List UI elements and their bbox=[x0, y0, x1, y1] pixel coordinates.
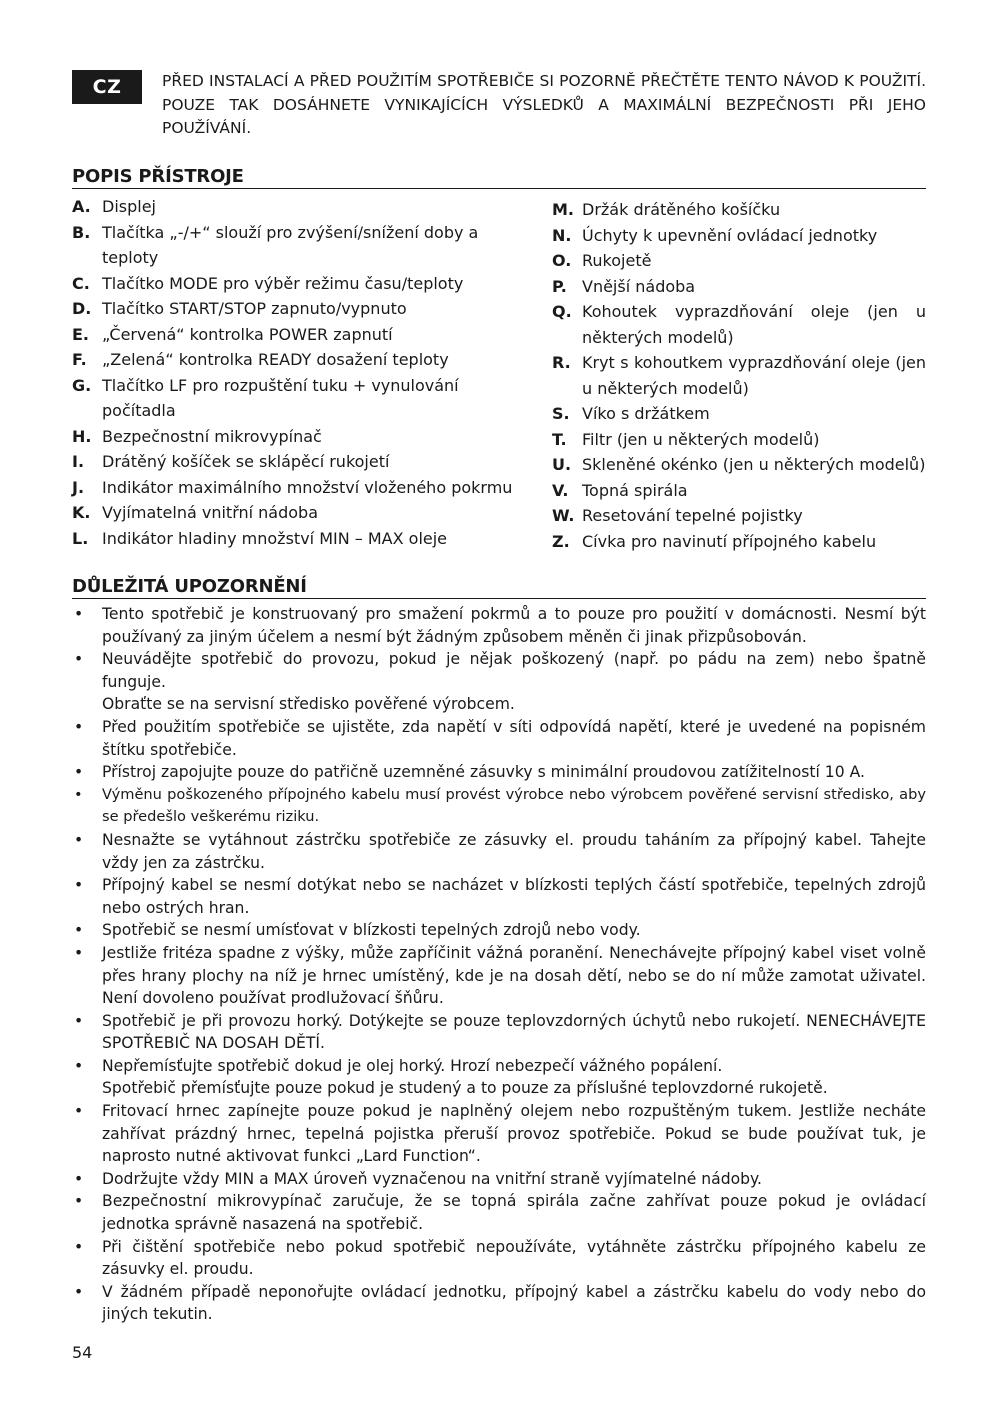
intro-warning-text: PŘED INSTALACÍ A PŘED POUŽITÍM SPOTŘEBIČE SI POZORNĚ PŘEČTĚTE TENTO NÁVOD K POUŽITÍ. POUZE TAK DOSÁHNETE VYNIKAJÍCÍCH VÝSLEDKŮ A MAXIMÁLNÍ BEZPEČNOSTI PŘI JEHO POUŽÍVÁNÍ. bbox=[162, 72, 926, 137]
warning-item: • V žádném případě neponořujte ovládací jednotku, přípojný kabel a zástrčku kabelu do vody nebo do jiných tekutin. bbox=[72, 1281, 926, 1326]
part-letter: L. bbox=[72, 528, 89, 548]
part-letter: B. bbox=[72, 222, 91, 242]
section-title-warnings: DŮLEŽITÁ UPOZORNĚNÍ bbox=[72, 576, 926, 599]
part-letter: R. bbox=[552, 353, 571, 372]
part-text: Úchyty k upevnění ovládací jednotky bbox=[582, 225, 878, 245]
warning-item: • Spotřebič se nesmí umísťovat v blízkosti tepelných zdrojů nebo vody. bbox=[72, 919, 926, 942]
part-item bbox=[72, 373, 532, 424]
part-letter: C. bbox=[72, 273, 90, 293]
warning-item: • Fritovací hrnec zapínejte pouze pokud je naplněný olejem nebo rozpuštěným tukem. Jestliže necháte zahřívat prázdný hrnec, tepelná pojistka přeruší provoz spotřebiče. Pokud se bude používat tuk, je naprosto nutné aktivovat funkci „Lard Function“. bbox=[72, 1100, 926, 1168]
part-text: Kryt s kohoutkem vyprazdňování oleje (jen u některých modelů) bbox=[582, 353, 926, 398]
part-letter: Z. bbox=[552, 531, 570, 551]
part-text: Držák drátěného košíčku bbox=[582, 200, 781, 219]
warning-item-continuation: Obraťte se na servisní středisko pověřené výrobcem. bbox=[102, 695, 515, 714]
part-item bbox=[552, 401, 926, 427]
part-letter: H. bbox=[72, 426, 92, 446]
warnings-list bbox=[72, 603, 926, 1326]
part-text: Indikátor maximálního množství vloženého pokrmu bbox=[102, 477, 513, 497]
part-text: Vnější nádoba bbox=[582, 276, 696, 296]
part-letter: N. bbox=[552, 225, 572, 245]
warning-item: • Bezpečnostní mikrovypínač zaručuje, že se topná spirála začne zahřívat pouze pokud je ovládací jednotka správně nasazená na spotřebič. bbox=[72, 1190, 926, 1235]
warning-item: • Tento spotřebič je konstruovaný pro smažení pokrmů a to pouze pro použití v domácnosti. Nesmí být používaný za jiným účelem a nesmí být žádným způsobem měněn či jinak přizpůsobován. bbox=[72, 603, 926, 648]
part-letter: D. bbox=[72, 299, 92, 318]
part-text: Bezpečnostní mikrovypínač bbox=[102, 426, 322, 446]
part-item bbox=[552, 452, 926, 478]
part-item bbox=[552, 299, 926, 350]
part-item bbox=[552, 478, 926, 504]
part-item bbox=[552, 248, 926, 274]
part-text: Kohoutek vyprazdňování oleje (jen u některých modelů) bbox=[582, 302, 926, 347]
part-item bbox=[552, 274, 926, 300]
part-item bbox=[552, 223, 926, 249]
part-item bbox=[72, 526, 532, 552]
part-letter: E. bbox=[72, 324, 90, 344]
warning-item: • Dodržujte vždy MIN a MAX úroveň vyznačenou na vnitřní straně vyjímatelné nádoby. bbox=[72, 1168, 926, 1191]
part-letter: P. bbox=[552, 276, 567, 296]
part-text: Tlačítka „-/+“ slouží pro zvýšení/snížení doby a teploty bbox=[102, 222, 479, 267]
part-text: Drátěný košíček se sklápěcí rukojetí bbox=[102, 452, 390, 471]
part-letter: J. bbox=[72, 477, 85, 497]
part-text: Filtr (jen u některých modelů) bbox=[582, 429, 820, 449]
part-text: Rukojetě bbox=[582, 251, 652, 270]
part-letter: M. bbox=[552, 200, 574, 219]
part-item bbox=[72, 271, 532, 297]
part-letter: A. bbox=[72, 197, 91, 216]
warning-item: • Před použitím spotřebiče se ujistěte, zda napětí v síti odpovídá napětí, které je uvedené na popisném štítku spotřebiče. bbox=[72, 716, 926, 761]
warning-item: • Nesnažte se vytáhnout zástrčku spotřebiče ze zásuvky el. proudu taháním za přípojný kabel. Tahejte vždy jen za zástrčku. bbox=[72, 829, 926, 874]
part-text: Indikátor hladiny množství MIN – MAX oleje bbox=[102, 528, 448, 548]
part-text: Tlačítko START/STOP zapnuto/vypnuto bbox=[102, 299, 407, 318]
part-item bbox=[72, 347, 532, 373]
part-item bbox=[552, 427, 926, 453]
part-item bbox=[72, 475, 532, 501]
section-title-description: POPIS PŘÍSTROJE bbox=[72, 166, 926, 189]
warning-item: • Výměnu poškozeného přípojného kabelu musí provést výrobce nebo výrobcem pověřené servisní středisko, aby se předešlo veškerému riziku. bbox=[72, 784, 926, 829]
warning-item: • Při čištění spotřebiče nebo pokud spotřebič nepoužíváte, vytáhněte zástrčku přípojného kabelu ze zásuvky el. proudu. bbox=[72, 1236, 926, 1281]
part-letter: S. bbox=[552, 404, 570, 423]
parts-list-right bbox=[552, 197, 926, 554]
part-letter: F. bbox=[72, 350, 87, 369]
part-item bbox=[552, 529, 926, 555]
part-text: Displej bbox=[102, 197, 156, 216]
part-text: Resetování tepelné pojistky bbox=[582, 506, 803, 525]
part-letter: W. bbox=[552, 506, 575, 525]
part-item bbox=[72, 424, 532, 450]
part-text: Tlačítko LF pro rozpuštění tuku + vynulování počítadla bbox=[102, 375, 459, 420]
part-item bbox=[72, 500, 532, 526]
warning-item: • Neuvádějte spotřebič do provozu, pokud je nějak poškozený (např. po pádu na zem) nebo špatně funguje. bbox=[72, 648, 926, 693]
warning-item: • Spotřebič je při provozu horký. Dotýkejte se pouze teplovzdorných úchytů nebo rukojetí. NENECHÁVEJTE SPOTŘEBIČ NA DOSAH DĚTÍ. bbox=[72, 1010, 926, 1055]
warning-item: • Přístroj zapojujte pouze do patřičně uzemněné zásuvky s minimální proudovou zatížitelností 10 A. bbox=[72, 761, 926, 784]
part-text: Vyjímatelná vnitřní nádoba bbox=[102, 503, 319, 522]
part-item bbox=[72, 449, 532, 475]
parts-list-left bbox=[72, 194, 532, 551]
part-item bbox=[552, 350, 926, 401]
part-letter: V. bbox=[552, 480, 569, 500]
warning-item: • Jestliže fritéza spadne z výšky, může zapříčinit vážná poranění. Nenechávejte přípojný kabel viset volně přes hrany plochy na níž je hrnec umístěný, kde je na dosah dětí, nebo se do ní může zamotat uživatel. Není dovoleno používat prodlužovací šňůru. bbox=[72, 942, 926, 1010]
warning-item: • Nepřemísťujte spotřebič dokud je olej horký. Hrozí nebezpečí vážného popálení. bbox=[72, 1055, 926, 1078]
part-item bbox=[72, 220, 532, 271]
part-item bbox=[72, 296, 532, 322]
part-item bbox=[552, 197, 926, 223]
language-badge: CZ bbox=[72, 70, 142, 104]
part-letter: U. bbox=[552, 455, 572, 474]
part-text: „Zelená“ kontrolka READY dosažení teploty bbox=[102, 350, 449, 369]
warning-item-continuation: Spotřebič přemísťujte pouze pokud je studený a to pouze za příslušné teplovzdorné rukojetě. bbox=[102, 1079, 828, 1098]
part-text: Cívka pro navinutí přípojného kabelu bbox=[582, 531, 877, 551]
part-letter: O. bbox=[552, 251, 572, 270]
part-item bbox=[552, 503, 926, 529]
part-text: Skleněné okénko (jen u některých modelů) bbox=[582, 455, 926, 474]
part-item bbox=[72, 322, 532, 348]
part-item bbox=[72, 194, 532, 220]
part-text: Tlačítko MODE pro výběr režimu času/teploty bbox=[102, 273, 464, 293]
part-text: „Červená“ kontrolka POWER zapnutí bbox=[102, 324, 393, 344]
part-letter: K. bbox=[72, 503, 91, 522]
part-letter: I. bbox=[72, 452, 85, 471]
part-text: Víko s držátkem bbox=[582, 404, 710, 423]
part-letter: G. bbox=[72, 375, 92, 395]
part-letter: T. bbox=[552, 429, 567, 449]
page-number: 54 bbox=[72, 1343, 93, 1362]
warning-item: • Přípojný kabel se nesmí dotýkat nebo se nacházet v blízkosti teplých částí spotřebiče, tepelných zdrojů nebo ostrých hran. bbox=[72, 874, 926, 919]
part-letter: Q. bbox=[552, 302, 572, 321]
part-text: Topná spirála bbox=[582, 480, 688, 500]
